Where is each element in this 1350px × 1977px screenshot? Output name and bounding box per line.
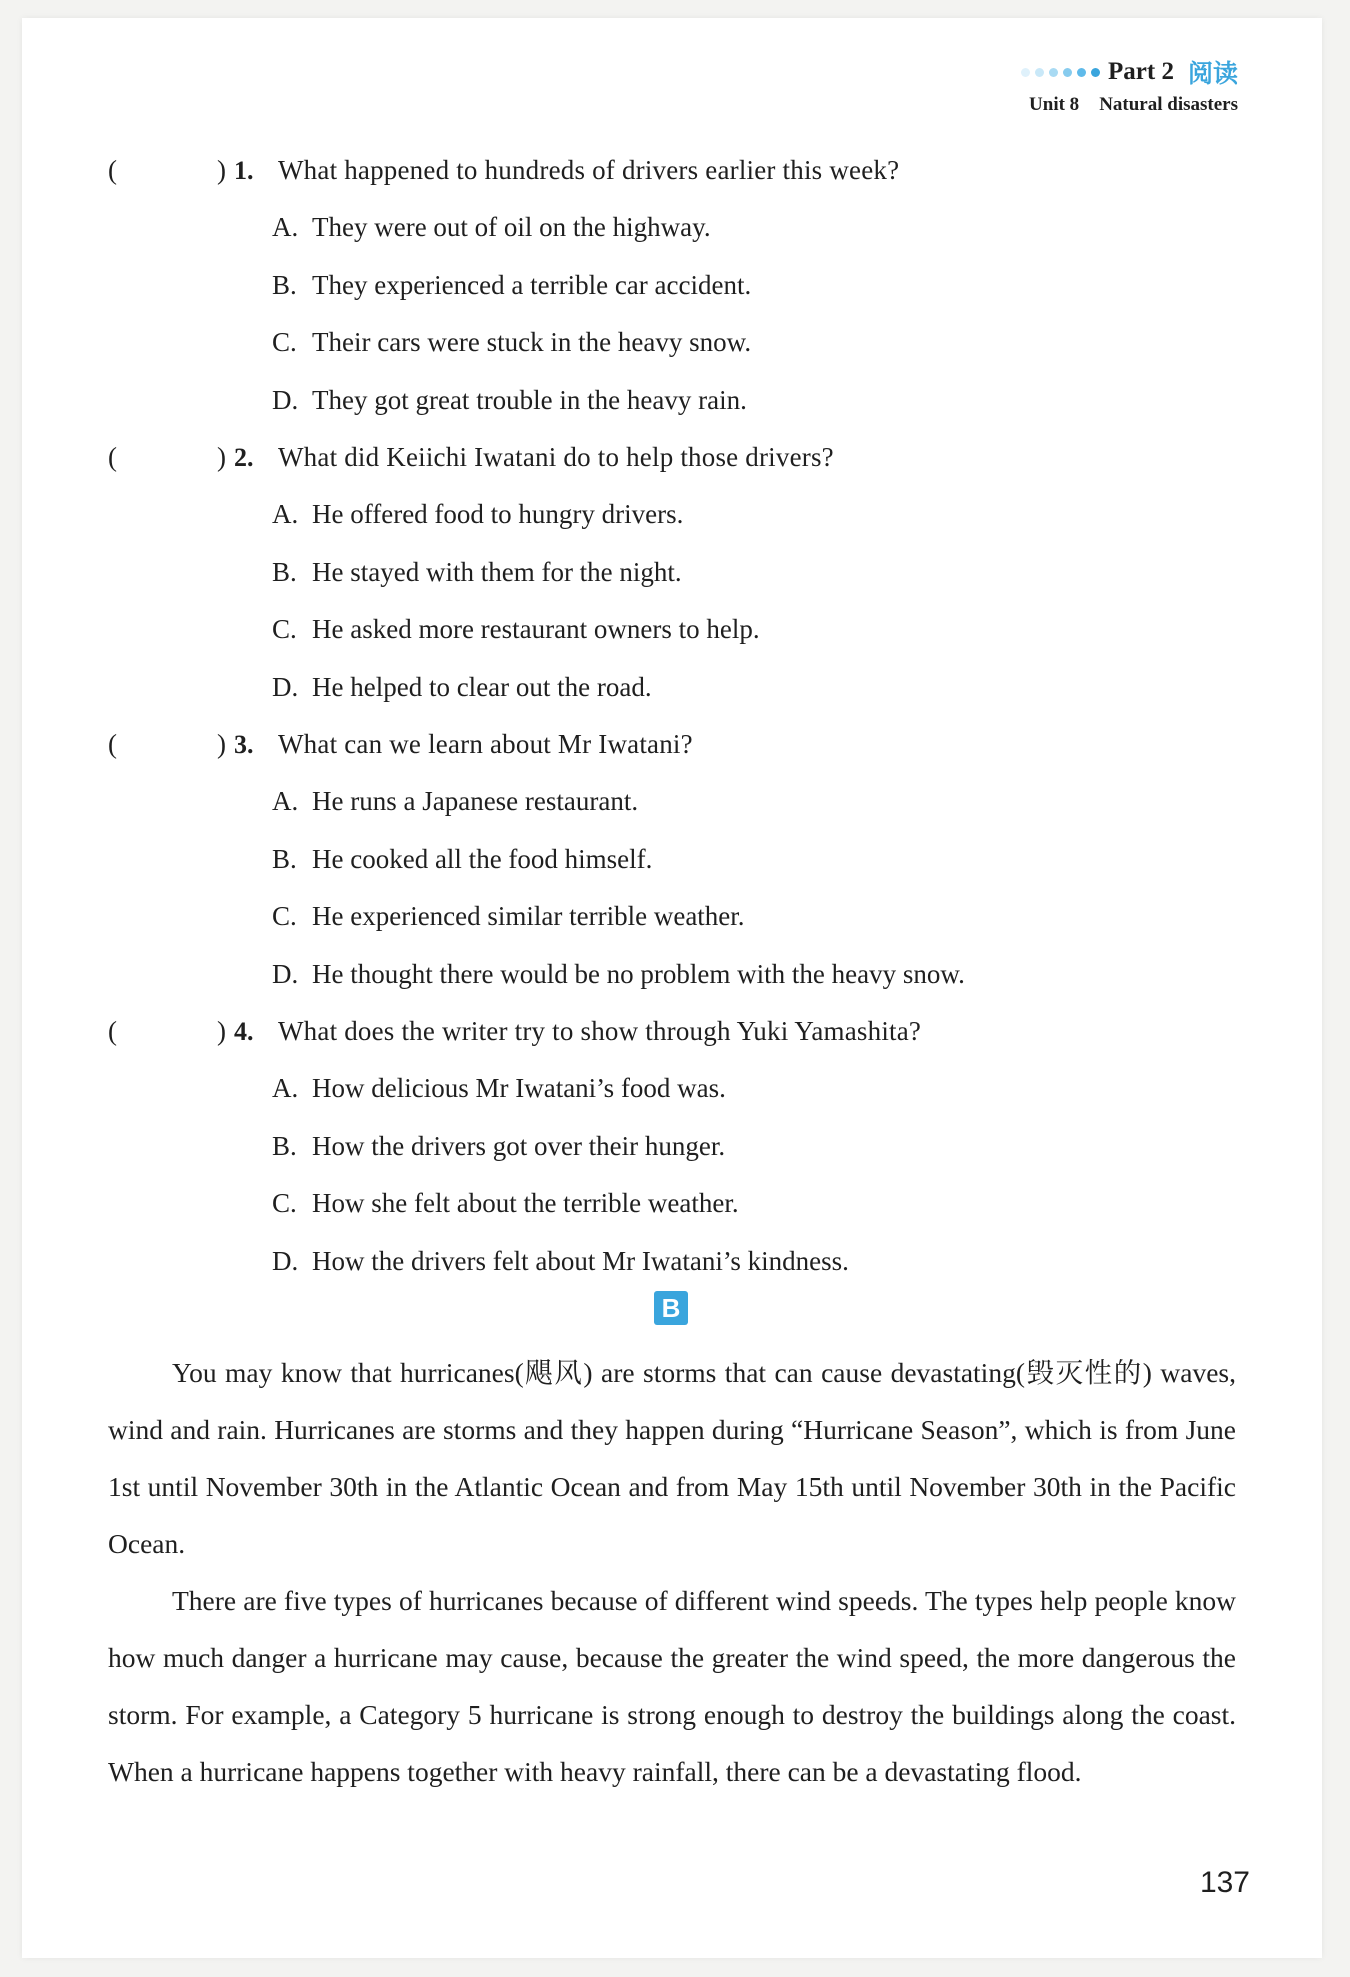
- option-letter: D.: [272, 671, 299, 702]
- unit-heading: [1016, 94, 1238, 116]
- question-text: What happened to hundreds of drivers earlier this week?: [278, 155, 900, 185]
- question-4: [108, 1003, 1238, 1290]
- option-letter: A.: [272, 212, 299, 243]
- option-letter: A.: [272, 1073, 299, 1104]
- option-text: He offered food to hungry drivers.: [312, 499, 684, 530]
- option-letter: C.: [272, 327, 297, 358]
- passage-paragraph: There are five types of hurricanes because of different wind speeds. The types help people know how much danger a hurricane may cause, because the greater the wind speed, the more dangerous the storm. For example, a Category 5 hurricane is strong enough to destroy the buildings along the coast. When a hurricane happens together with heavy rainfall, there can be a devastating flood.: [108, 1585, 1236, 1787]
- question-number: 4.: [234, 1016, 254, 1046]
- option-text: How the drivers got over their hunger.: [312, 1130, 726, 1161]
- option-d: [108, 372, 1238, 430]
- option-letter: D.: [272, 384, 299, 415]
- passage-paragraph: You may know that hurricanes(飓风) are storms that can cause devastating(毁灭性的) waves, wind and rain. Hurricanes are storms and they happen during “Hurricane Season”, which is from June 1st until November 30th in the Atlantic Ocean and from May 15th until November 30th in the Pacific Ocean.: [108, 1357, 1236, 1559]
- option-text: He stayed with them for the night.: [312, 556, 682, 587]
- dot-icon: [1035, 68, 1044, 77]
- question-line: [108, 429, 1238, 486]
- question-line: [108, 716, 1238, 773]
- option-b: [108, 1118, 1238, 1176]
- option-text: They got great trouble in the heavy rain.: [312, 384, 747, 415]
- option-letter: A.: [272, 499, 299, 530]
- decorative-dots: [1016, 68, 1100, 77]
- dot-icon: [1021, 68, 1030, 77]
- question-number: 3.: [234, 729, 254, 759]
- option-c: [108, 314, 1238, 372]
- dot-icon: [1091, 68, 1100, 77]
- question-text: What did Keiichi Iwatani do to help those drivers?: [278, 442, 834, 472]
- option-d: [108, 946, 1238, 1004]
- option-text: He thought there would be no problem with the heavy snow.: [312, 958, 965, 989]
- option-text: How she felt about the terrible weather.: [312, 1188, 739, 1219]
- option-c: [108, 1175, 1238, 1233]
- option-letter: B.: [272, 269, 297, 300]
- unit-title: Natural disasters: [1099, 94, 1238, 115]
- question-text: What can we learn about Mr Iwatani?: [278, 729, 693, 759]
- question-text: What does the writer try to show through Yuki Yamashita?: [278, 1016, 922, 1046]
- page-header: [1016, 54, 1238, 116]
- answer-blank[interactable]: ( ): [108, 1016, 226, 1046]
- question-number: 2.: [234, 442, 254, 472]
- option-d: [108, 659, 1238, 717]
- option-d: [108, 1233, 1238, 1291]
- option-b: [108, 544, 1238, 602]
- option-a: [108, 773, 1238, 831]
- answer-blank[interactable]: ( ): [108, 442, 226, 472]
- option-text: Their cars were stuck in the heavy snow.: [312, 327, 752, 358]
- option-text: He experienced similar terrible weather.: [312, 901, 745, 932]
- answer-blank[interactable]: ( ): [108, 155, 226, 185]
- dot-icon: [1049, 68, 1058, 77]
- reading-passage: [108, 1344, 1236, 1800]
- option-text: They were out of oil on the highway.: [312, 212, 711, 243]
- option-letter: B.: [272, 556, 297, 587]
- option-letter: D.: [272, 1245, 299, 1276]
- option-letter: C.: [272, 614, 297, 645]
- option-letter: B.: [272, 1130, 297, 1161]
- option-letter: C.: [272, 1188, 297, 1219]
- question-list: [108, 142, 1238, 1290]
- option-a: [108, 1060, 1238, 1118]
- header-top: [1016, 54, 1238, 90]
- option-text: He asked more restaurant owners to help.: [312, 614, 760, 645]
- question-line: [108, 1003, 1238, 1060]
- option-letter: C.: [272, 901, 297, 932]
- option-letter: B.: [272, 843, 297, 874]
- option-b: [108, 257, 1238, 315]
- unit-label: Unit 8: [1029, 94, 1080, 115]
- option-c: [108, 888, 1238, 946]
- option-a: [108, 486, 1238, 544]
- part-label: Part 2: [1108, 58, 1174, 85]
- question-line: [108, 142, 1238, 199]
- option-letter: A.: [272, 786, 299, 817]
- answer-blank[interactable]: ( ): [108, 729, 226, 759]
- option-text: How delicious Mr Iwatani’s food was.: [312, 1073, 726, 1104]
- question-number: 1.: [234, 155, 254, 185]
- dot-icon: [1077, 68, 1086, 77]
- question-3: [108, 716, 1238, 1003]
- question-1: [108, 142, 1238, 429]
- part-chinese-label: 阅读: [1187, 59, 1238, 88]
- question-2: [108, 429, 1238, 716]
- option-text: He helped to clear out the road.: [312, 671, 652, 702]
- option-letter: D.: [272, 958, 299, 989]
- option-text: He cooked all the food himself.: [312, 843, 653, 874]
- option-text: He runs a Japanese restaurant.: [312, 786, 639, 817]
- section-b-badge: B: [654, 1291, 688, 1325]
- option-text: How the drivers felt about Mr Iwatani’s kindness.: [312, 1245, 849, 1276]
- dot-icon: [1063, 68, 1072, 77]
- option-c: [108, 601, 1238, 659]
- page-number: 137: [1199, 1866, 1250, 1899]
- option-a: [108, 199, 1238, 257]
- option-text: They experienced a terrible car accident.: [312, 269, 752, 300]
- option-b: [108, 831, 1238, 889]
